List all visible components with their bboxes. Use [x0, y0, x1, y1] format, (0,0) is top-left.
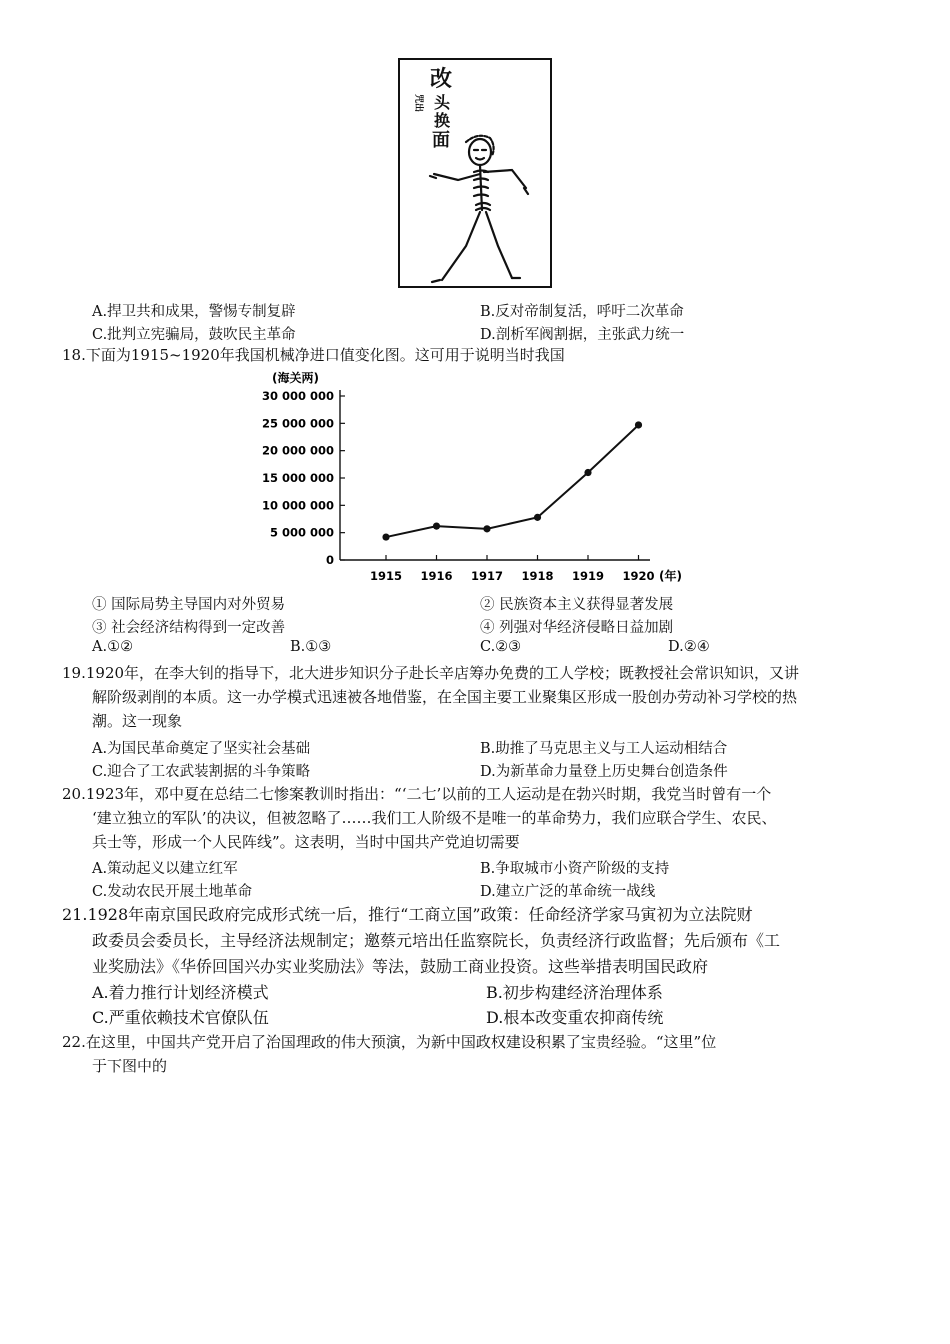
chart-y-tick-label: 25 000 000: [262, 416, 334, 431]
chart-data-point: [534, 514, 541, 521]
q21-option-c: C.严重依赖技术官僚队伍: [92, 1008, 269, 1027]
cartoon-side-text: 咒出: [413, 94, 423, 113]
chart-y-tick-label: 15 000 000: [262, 471, 334, 485]
cartoon-title-char-2: 头: [434, 93, 451, 112]
q21-option-d: D.根本改变重农抑商传统: [486, 1008, 664, 1027]
cartoon-title-char-1: 改: [430, 66, 453, 92]
q18-option-d: D.②④: [668, 639, 710, 655]
q17-option-d: D.剖析军阀割据，主张武力统一: [480, 327, 685, 343]
q20-option-b: B.争取城市小资产阶级的支持: [480, 861, 670, 877]
q18-option-c: C.②③: [480, 639, 522, 655]
chart-y-tick-label: 10 000 000: [262, 498, 334, 513]
q20-stem-line-1: 20.1923年，邓中夏在总结二七惨案教训时指出：“‘二七’以前的工人运动是在勃兴时期，我党当时曾有一个: [62, 785, 772, 803]
chart-y-axis-label: (海关两): [272, 371, 319, 385]
chart-data-point: [433, 523, 440, 530]
chart-x-tick-label: 1919: [571, 569, 605, 583]
q20-option-c: C.发动农民开展土地革命: [92, 884, 253, 900]
q18-item-4: ④ 列强对华经济侵略日益加剧: [480, 620, 674, 636]
q18-item-3: ③ 社会经济结构得到一定改善: [92, 620, 286, 636]
q17-option-c: C.批判立宪骗局，鼓吹民主革命: [92, 327, 296, 343]
chart-data-point: [584, 469, 591, 476]
chart-y-tick-label: 30 000 000: [262, 389, 334, 403]
q21-option-a: A.着力推行计划经济模式: [92, 983, 269, 1002]
chart-y-ticks: [262, 389, 345, 567]
chart-x-tick-label: 1916: [420, 569, 453, 583]
chart-x-axis-label: (年): [659, 569, 682, 583]
q19-option-a: A.为国民革命奠定了坚实社会基础: [92, 741, 311, 757]
chart-y-tick-label: 5 000 000: [269, 525, 334, 540]
q18-line-chart: [262, 368, 692, 590]
chart-data-point: [635, 421, 642, 428]
q21-stem-line-1: 21.1928年南京国民政府完成形式统一后，推行“工商立国”政策：任命经济学家马寅初为立法院财: [62, 905, 753, 924]
chart-series: [382, 421, 642, 540]
q20-option-a: A.策动起义以建立红军: [92, 861, 238, 877]
q19-stem-line-3: 潮。这一现象: [92, 712, 183, 730]
q19-stem-line-1: 19.1920年，在李大钊的指导下，北大进步知识分子赴长辛店筹办免费的工人学校；既教授社会常识知识，又讲: [62, 664, 800, 682]
cartoon-title-char-3: 换: [434, 111, 451, 130]
cartoon-figure: [398, 58, 552, 288]
q22-stem-line-2: 于下图中的: [92, 1057, 168, 1075]
q22-stem-line-1: 22.在这里，中国共产党开启了治国理政的伟大预演，为新中国政权建设积累了宝贵经验。“这里”位: [62, 1033, 717, 1051]
chart-y-tick-label: 20 000 000: [262, 443, 334, 458]
chart-x-tick-label: 1918: [521, 569, 554, 583]
q18-option-b: B.①③: [290, 639, 332, 655]
q21-option-b: B.初步构建经济治理体系: [486, 983, 663, 1002]
q20-option-d: D.建立广泛的革命统一战线: [480, 884, 656, 900]
q21-stem-line-3: 业奖励法》《华侨回国兴办实业奖励法》等法，鼓励工商业投资。这些举措表明国民政府: [92, 957, 709, 976]
q21-stem-line-2: 政委员会委员长，主导经济法规制定；邀蔡元培出任监察院长，负责经济行政监督；先后颁布《工: [92, 931, 781, 950]
chart-x-tick-label: 1915: [369, 569, 403, 583]
q18-item-2: ② 民族资本主义获得显著发展: [480, 597, 674, 613]
q18-item-1: ① 国际局势主导国内对外贸易: [92, 597, 286, 613]
cartoon-drawing: [400, 60, 550, 286]
chart-y-tick-label: 0: [325, 553, 334, 567]
chart-series-line: [386, 425, 639, 537]
q20-stem-line-3: 兵士等，形成一个人民阵线”。这表明，当时中国共产党迫切需要: [92, 833, 520, 851]
q19-option-c: C.迎合了工农武装割据的斗争策略: [92, 764, 311, 780]
q19-stem-line-2: 解阶级剥削的本质。这一办学模式迅速被各地借鉴，在全国主要工业聚集区形成一股创办劳动补习学校的热: [92, 688, 798, 706]
q19-option-b: B.助推了马克思主义与工人运动相结合: [480, 741, 728, 757]
chart-x-ticks: [370, 555, 655, 583]
q19-option-d: D.为新革命力量登上历史舞台创造条件: [480, 764, 728, 780]
cartoon-title-char-4: 面: [432, 130, 450, 151]
chart-x-tick-label: 1920: [622, 569, 655, 583]
stick-figure: [430, 136, 528, 282]
q18-stem: 18.下面为1915~1920年我国机械净进口值变化图。这可用于说明当时我国: [62, 346, 565, 364]
q18-option-a: A.①②: [92, 639, 134, 655]
q17-option-b: B.反对帝制复活，呼吁二次革命: [480, 304, 684, 320]
chart-data-point: [382, 533, 389, 540]
q20-stem-line-2: ‘建立独立的军队’的决议，但被忽略了……我们工人阶级不是唯一的革命势力，我们应联合学生、农民、: [92, 809, 777, 827]
q17-option-a: A.捍卫共和成果，警惕专制复辟: [92, 304, 296, 320]
chart-x-tick-label: 1917: [470, 569, 504, 583]
chart-data-point: [483, 525, 490, 532]
